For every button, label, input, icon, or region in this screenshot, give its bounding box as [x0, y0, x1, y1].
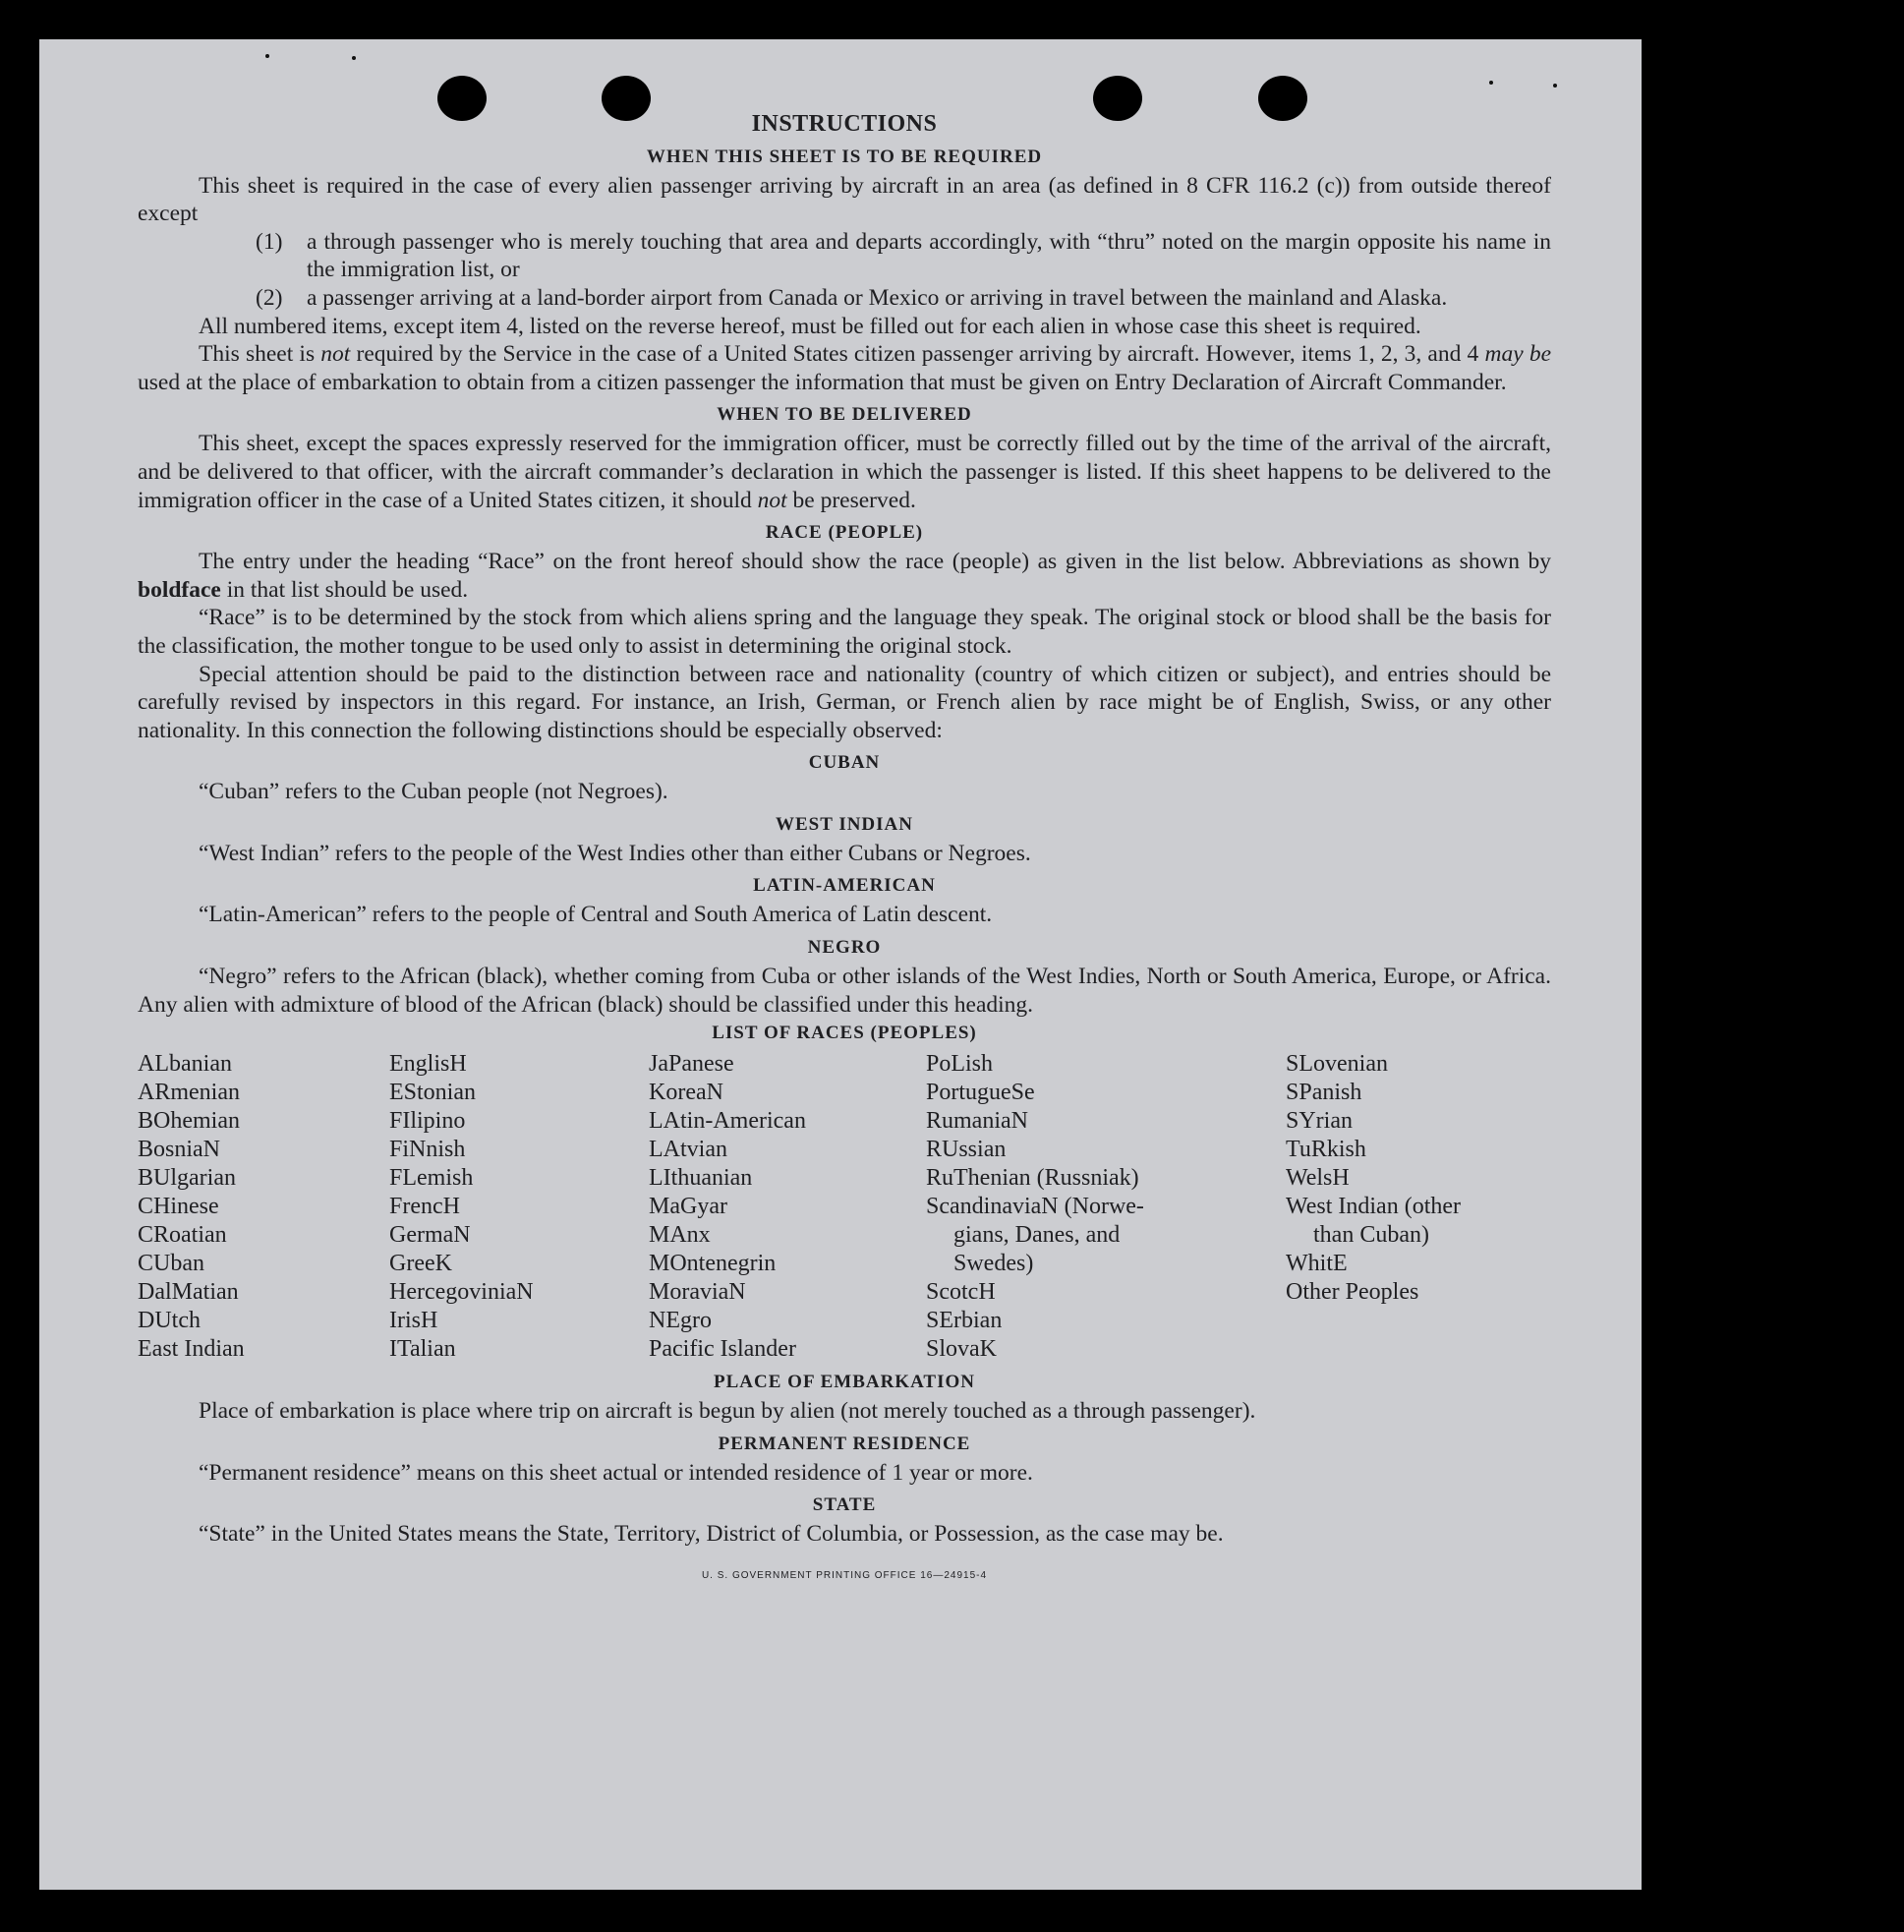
section-heading-negro: NEGRO [807, 937, 882, 959]
punch-hole [437, 76, 487, 121]
instructions-body [138, 110, 1551, 1591]
race-item: FrencH [389, 1194, 460, 1220]
section-heading-west-indian: WEST INDIAN [776, 813, 913, 835]
race-item: EStonian [389, 1080, 476, 1106]
race-item: gians, Danes, and [953, 1222, 1121, 1249]
paragraph-latin-american: “Latin-American” refers to the people of Central and South America of Latin descent. [199, 902, 993, 928]
race-item: East Indian [138, 1336, 245, 1363]
section-heading-state: STATE [812, 1494, 877, 1516]
printing-office-footer: U. S. GOVERNMENT PRINTING OFFICE 16—24915-4 [701, 1570, 988, 1582]
race-item: RUssian [926, 1137, 1007, 1163]
paragraph-race-entry [138, 548, 1551, 604]
race-item: TuRkish [1286, 1137, 1366, 1163]
italic-not: not [320, 341, 351, 368]
text-run: be preserved. [786, 487, 916, 513]
race-item: MaGyar [649, 1194, 727, 1220]
race-item: PoLish [926, 1051, 994, 1078]
race-item: GreeK [389, 1251, 452, 1277]
page-title: INSTRUCTIONS [751, 111, 938, 137]
race-item: SErbian [926, 1308, 1003, 1334]
race-item: ScotcH [926, 1279, 996, 1306]
paragraph-permanent-residence: “Permanent residence” means on this sheet actual or intended residence of 1 year or more. [199, 1459, 1033, 1486]
paragraph-required: This sheet is required in the case of every alien passenger arriving by aircraft in an area (as defined in 8 CFR 116.2 (c)) from outside thereof except [138, 172, 1551, 227]
races-column-1 [138, 1050, 389, 1364]
race-item: DUtch [138, 1308, 201, 1334]
section-heading-required: WHEN THIS SHEET IS TO BE REQUIRED [646, 146, 1043, 167]
speck [1489, 81, 1493, 85]
race-item: FLemish [389, 1165, 474, 1192]
race-item: SYrian [1286, 1108, 1353, 1135]
punch-hole [602, 76, 651, 121]
text-run: used at the place of embarkation to obtain from a citizen passenger the information that must be given on Entry Declaration of Aircraft Commander. [138, 369, 1507, 395]
race-item: LAtvian [649, 1137, 727, 1163]
paragraph-delivered [138, 430, 1551, 514]
race-item: MAnx [649, 1222, 711, 1249]
race-item: PortugueSe [926, 1080, 1035, 1106]
section-heading-embarkation: PLACE OF EMBARKATION [714, 1372, 975, 1393]
text-run: The entry under the heading “Race” on the front hereof should show the race (people) as given in the list below. Abbreviations as shown by [199, 549, 1551, 575]
races-column-4 [926, 1050, 1286, 1364]
race-item: Pacific Islander [649, 1336, 796, 1363]
race-item: MOntenegrin [649, 1251, 777, 1277]
race-item: RumaniaN [926, 1108, 1028, 1135]
text-run: This sheet, except the spaces expressly reserved for the immigration officer, must be correctly filled out by the time of the arrival of the aircraft, and be delivered to that officer, with the aircraft commander’s declaration in which the passenger is listed. If this sheet happens to be delivered to the immigration officer in the case of a United States citizen, it should [138, 431, 1551, 513]
section-heading-list-of-races: LIST OF RACES (PEOPLES) [712, 1023, 977, 1044]
race-item: MoraviaN [649, 1279, 746, 1306]
races-list [138, 1050, 1551, 1364]
race-item: than Cuban) [1313, 1222, 1429, 1249]
race-item: BUlgarian [138, 1165, 236, 1192]
race-item: FIlipino [389, 1108, 466, 1135]
section-heading-delivered: WHEN TO BE DELIVERED [717, 404, 972, 426]
race-item: BOhemian [138, 1108, 240, 1135]
race-item: SlovaK [926, 1336, 997, 1363]
text-run: in that list should be used. [220, 576, 469, 603]
paragraph-embarkation: Place of embarkation is place where trip on aircraft is begun by alien (not merely touched as a through passenger). [199, 1398, 1256, 1425]
paragraph-race-nationality: Special attention should be paid to the distinction between race and nationality (country of which citizen or subject), and entries should be carefully revised by inspectors in this regard. For instance, an Irish, German, or French alien by race might be of English, Swiss, or any other nationality. In this connection the following distinctions should be especially observed: [138, 661, 1551, 743]
punch-hole [1258, 76, 1307, 121]
item-text: a through passenger who is merely touching that area and departs accordingly, with “thru” noted on the margin opposite his name in the immigration list, or [307, 228, 1551, 283]
race-item: BosniaN [138, 1137, 220, 1163]
paragraph-citizen [138, 340, 1551, 396]
race-item: Other Peoples [1286, 1279, 1419, 1306]
document-page [39, 39, 1642, 1890]
section-heading-permanent-residence: PERMANENT RESIDENCE [718, 1433, 971, 1454]
item-number: (1) [256, 228, 283, 255]
race-item: SPanish [1286, 1080, 1362, 1106]
section-heading-race: RACE (PEOPLE) [765, 522, 924, 544]
race-item: HercegoviniaN [389, 1279, 534, 1306]
punch-hole [1093, 76, 1142, 121]
bold-boldface: boldface [138, 576, 221, 603]
race-item: GermaN [389, 1222, 471, 1249]
race-item: ALbanian [138, 1051, 232, 1078]
race-item: JaPanese [649, 1051, 734, 1078]
race-item: ScandinaviaN (Norwe- [926, 1194, 1144, 1220]
race-item: SLovenian [1286, 1051, 1388, 1078]
race-item: RuThenian (Russniak) [926, 1165, 1139, 1192]
speck [265, 54, 269, 58]
race-item: LAtin-American [649, 1108, 806, 1135]
paragraph-numbered-items: All numbered items, except item 4, listed on the reverse hereof, must be filled out for each alien in whose case this sheet is required. [199, 313, 1421, 339]
item-text: a passenger arriving at a land-border airport from Canada or Mexico or arriving in travel between the mainland and Alaska. [307, 284, 1448, 311]
speck [352, 56, 356, 60]
italic-not: not [757, 487, 787, 513]
text-run: This sheet is [199, 341, 321, 368]
paragraph-west-indian: “West Indian” refers to the people of the West Indies other than either Cubans or Negroes. [199, 840, 1031, 866]
race-item: CUban [138, 1251, 204, 1277]
italic-may-be: may be [1484, 341, 1551, 368]
race-item: CRoatian [138, 1222, 227, 1249]
race-item: West Indian (other [1286, 1194, 1462, 1220]
race-item: IrisH [389, 1308, 438, 1334]
race-item: KoreaN [649, 1080, 723, 1106]
races-column-3 [649, 1050, 926, 1364]
section-heading-cuban: CUBAN [808, 752, 881, 774]
races-column-2 [389, 1050, 649, 1364]
race-item: EnglisH [389, 1051, 467, 1078]
paragraph-cuban: “Cuban” refers to the Cuban people (not Negroes). [199, 779, 668, 805]
race-item: ARmenian [138, 1080, 240, 1106]
race-item: ITalian [389, 1336, 456, 1363]
race-item: DalMatian [138, 1279, 239, 1306]
race-item: NEgro [649, 1308, 712, 1334]
race-item: FiNnish [389, 1137, 466, 1163]
race-item: WelsH [1286, 1165, 1350, 1192]
section-heading-latin-american: LATIN-AMERICAN [753, 875, 936, 897]
exception-item [138, 228, 1551, 284]
race-item: Swedes) [953, 1251, 1034, 1277]
race-item: WhitE [1286, 1251, 1348, 1277]
item-number: (2) [256, 284, 283, 311]
race-item: CHinese [138, 1194, 219, 1220]
paragraph-state: “State” in the United States means the State, Territory, District of Columbia, or Possession, as the case may be. [199, 1521, 1224, 1548]
paragraph-negro: “Negro” refers to the African (black), whether coming from Cuba or other islands of the West Indies, North or South America, Europe, or Africa. Any alien with admixture of blood of the African (black) should be classified under this heading. [138, 964, 1551, 1018]
race-item: LIthuanian [649, 1165, 753, 1192]
exception-item [138, 284, 1551, 313]
races-column-5 [1286, 1050, 1541, 1364]
paragraph-race-stock: “Race” is to be determined by the stock from which aliens spring and the language they speak. The original stock or blood shall be the basis for the classification, the mother tongue to be used only to assist in determining the original stock. [138, 605, 1551, 659]
text-run: required by the Service in the case of a United States citizen passenger arriving by aircraft. However, items 1, 2, 3, and 4 [350, 341, 1485, 368]
speck [1553, 84, 1557, 88]
